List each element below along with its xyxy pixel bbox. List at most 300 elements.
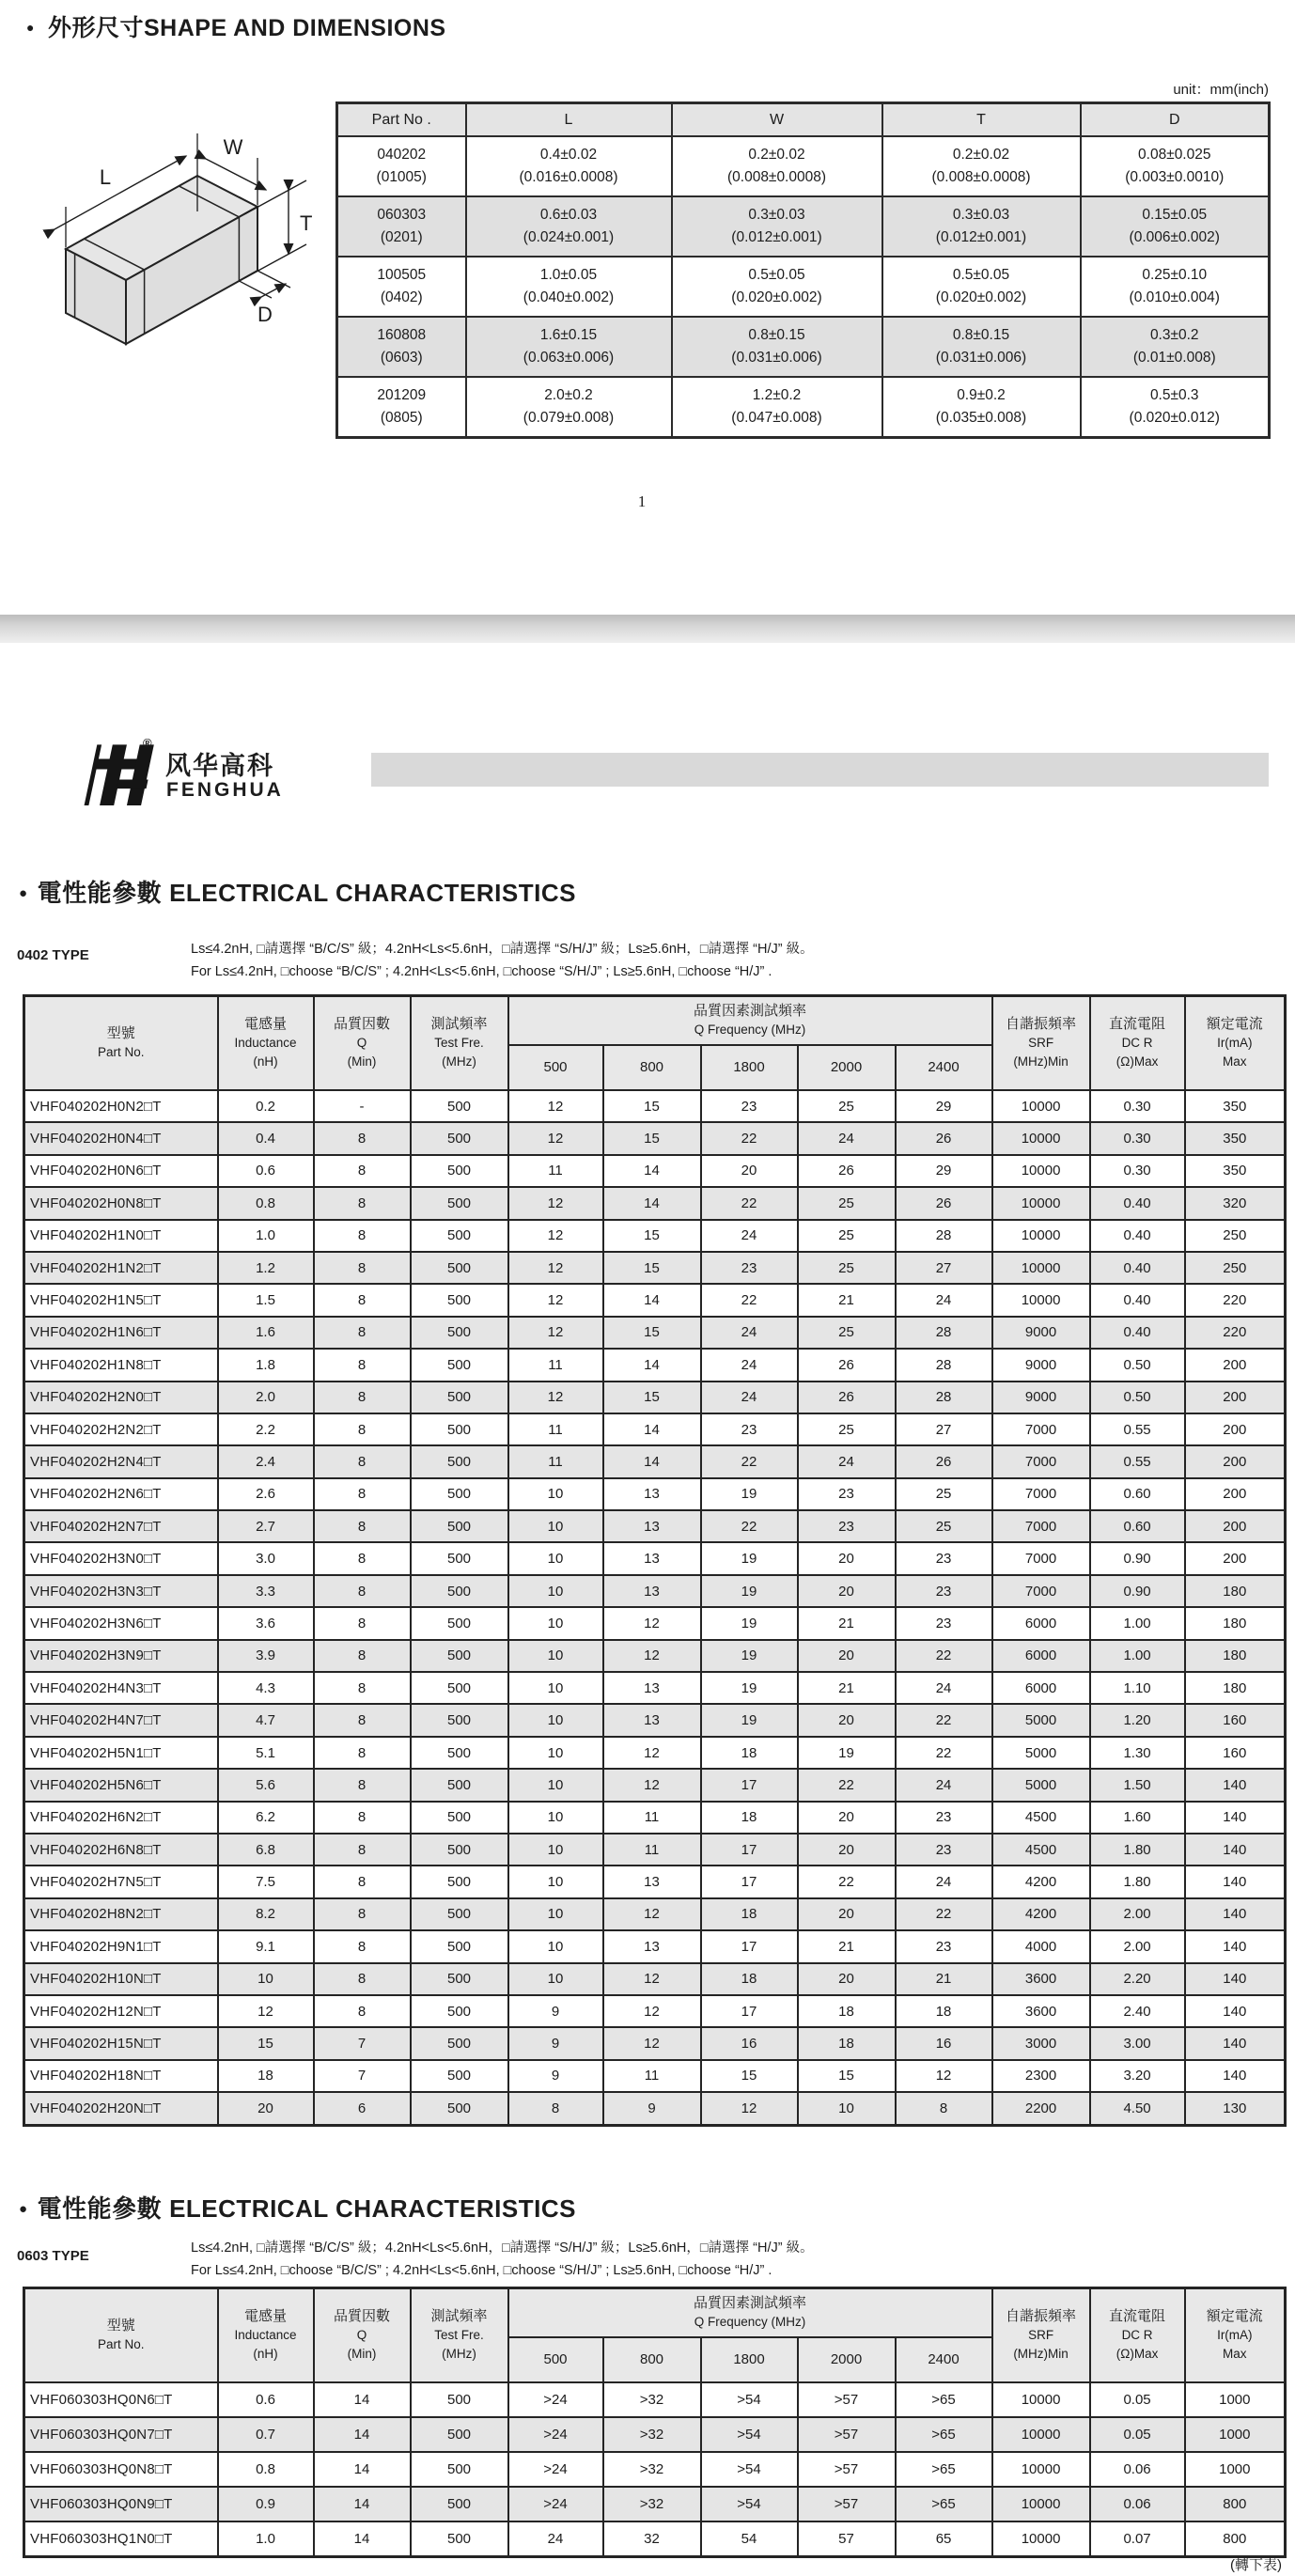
value-cell: 0.40 [1090, 1252, 1185, 1284]
value-cell: 1.6±0.15 (0.063±0.006) [466, 317, 672, 377]
value-cell: 8 [314, 1802, 411, 1834]
table-row [24, 1445, 1286, 1477]
value-cell: >57 [798, 2382, 896, 2417]
value-cell: 8 [314, 1737, 411, 1769]
value-cell: 500 [411, 1898, 508, 1930]
value-cell: 19 [701, 1672, 798, 1704]
value-cell: 140 [1185, 1866, 1286, 1897]
value-cell: 500 [411, 1413, 508, 1445]
value-cell: 22 [701, 1445, 798, 1477]
value-cell: 0.6±0.03 (0.024±0.001) [466, 196, 672, 257]
value-cell: 0.3±0.03 (0.012±0.001) [882, 196, 1081, 257]
note-zh: Ls≤4.2nH, □請選擇 “B/C/S” 級；4.2nH<Ls<5.6nH，□請選擇 “S/H/J” 級；Ls≥5.6nH，□請選擇 “H/J” 級。 [191, 2240, 814, 2256]
value-cell: 10000 [992, 1122, 1090, 1154]
value-cell: 5.6 [218, 1769, 314, 1801]
value-cell: 54 [701, 2521, 798, 2557]
value-cell: 180 [1185, 1607, 1286, 1639]
value-cell: 500 [411, 1445, 508, 1477]
value-cell: 12 [603, 1607, 701, 1639]
table-row [24, 1413, 1286, 1445]
table-row [24, 2027, 1286, 2059]
value-cell: - [314, 1090, 411, 1122]
value-cell: 12 [508, 1284, 603, 1316]
value-cell: 10 [508, 1510, 603, 1542]
value-cell: 10000 [992, 1220, 1090, 1252]
value-cell: >57 [798, 2487, 896, 2521]
value-cell: 8 [314, 1866, 411, 1897]
value-cell: 2.40 [1090, 1995, 1185, 2027]
value-cell: 20 [798, 1575, 896, 1607]
value-cell: 19 [701, 1607, 798, 1639]
value-cell: 26 [798, 1349, 896, 1381]
value-cell: 200 [1185, 1510, 1286, 1542]
table-row [24, 2452, 1286, 2487]
value-cell: 12 [603, 1737, 701, 1769]
value-cell: 500 [411, 1575, 508, 1607]
value-cell: 10 [508, 1866, 603, 1897]
value-cell: 200 [1185, 1413, 1286, 1445]
value-cell: 12 [508, 1317, 603, 1349]
value-cell: 8 [314, 1995, 411, 2027]
value-cell: 24 [701, 1220, 798, 1252]
value-cell: 5000 [992, 1704, 1090, 1736]
col-q: 品質因數 Q (Min) [314, 996, 411, 1091]
value-cell: 15 [603, 1090, 701, 1122]
value-cell: 1.10 [1090, 1672, 1185, 1704]
part-no-cell: VHF040202H12N□T [24, 1995, 218, 2027]
value-cell: 2.0 [218, 1382, 314, 1413]
value-cell: 14 [314, 2487, 411, 2521]
part-no-cell: VHF060303HQ1N0□T [24, 2521, 218, 2557]
value-cell: 21 [896, 1963, 992, 1995]
value-cell: 5.1 [218, 1737, 314, 1769]
value-cell: 57 [798, 2521, 896, 2557]
label-T: T [300, 211, 313, 235]
value-cell: 12 [701, 2092, 798, 2125]
value-cell: 13 [603, 1930, 701, 1962]
value-cell: 19 [798, 1737, 896, 1769]
value-cell: 17 [701, 1930, 798, 1962]
value-cell: 500 [411, 1478, 508, 1510]
value-cell: 15 [603, 1382, 701, 1413]
value-cell: 200 [1185, 1445, 1286, 1477]
value-cell: 15 [218, 2027, 314, 2059]
value-cell: 13 [603, 1704, 701, 1736]
value-cell: 10 [508, 1834, 603, 1866]
col-freq-800: 800 [603, 2337, 701, 2382]
value-cell: 14 [314, 2417, 411, 2452]
value-cell: 13 [603, 1510, 701, 1542]
value-cell: 29 [896, 1155, 992, 1187]
value-cell: 0.9±0.2 (0.035±0.008) [882, 377, 1081, 438]
value-cell: 7.5 [218, 1866, 314, 1897]
part-no-cell: VHF040202H18N□T [24, 2060, 218, 2092]
value-cell: 7 [314, 2027, 411, 2059]
value-cell: 0.4 [218, 1122, 314, 1154]
value-cell: 10 [508, 1672, 603, 1704]
value-cell: 10 [508, 1607, 603, 1639]
value-cell: 15 [701, 2060, 798, 2092]
value-cell: 0.9 [218, 2487, 314, 2521]
value-cell: 130 [1185, 2092, 1286, 2125]
value-cell: >54 [701, 2417, 798, 2452]
col-part-no: 型號 Part No. [24, 2288, 218, 2383]
value-cell: 25 [798, 1252, 896, 1284]
value-cell: 8 [314, 1575, 411, 1607]
value-cell: 24 [508, 2521, 603, 2557]
value-cell: 180 [1185, 1640, 1286, 1672]
value-cell: 320 [1185, 1187, 1286, 1219]
value-cell: 8 [314, 1704, 411, 1736]
value-cell: 1.0 [218, 1220, 314, 1252]
value-cell: 500 [411, 1834, 508, 1866]
table-row [24, 2487, 1286, 2521]
value-cell: 14 [603, 1155, 701, 1187]
value-cell: 8.2 [218, 1898, 314, 1930]
value-cell: 500 [411, 1349, 508, 1381]
note-zh: Ls≤4.2nH, □請選擇 “B/C/S” 級；4.2nH<Ls<5.6nH，□請選擇 “S/H/J” 級；Ls≥5.6nH，□請選擇 “H/J” 級。 [191, 942, 814, 957]
col-test-frequency: 測試頻率 Test Fre. (MHz) [411, 2288, 508, 2383]
logo-text-en: FENGHUA [166, 779, 284, 801]
value-cell: 23 [896, 1607, 992, 1639]
value-cell: 26 [798, 1155, 896, 1187]
value-cell: 140 [1185, 2027, 1286, 2059]
col-dcr: 直流電阻 DC R (Ω)Max [1090, 996, 1185, 1091]
value-cell: 8 [314, 1187, 411, 1219]
table-row [24, 1090, 1286, 1122]
value-cell: 2.6 [218, 1478, 314, 1510]
value-cell: 3.00 [1090, 2027, 1185, 2059]
value-cell: 500 [411, 2417, 508, 2452]
part-no-cell: VHF040202H2N0□T [24, 1382, 218, 1413]
value-cell: 20 [798, 1834, 896, 1866]
value-cell: 140 [1185, 1963, 1286, 1995]
value-cell: 8 [508, 2092, 603, 2125]
value-cell: 10 [508, 1898, 603, 1930]
value-cell: 180 [1185, 1575, 1286, 1607]
table-row [24, 1802, 1286, 1834]
part-no-cell: VHF040202H2N7□T [24, 1510, 218, 1542]
value-cell: >32 [603, 2382, 701, 2417]
value-cell: 10 [508, 1478, 603, 1510]
value-cell: 10000 [992, 2382, 1090, 2417]
value-cell: 0.7 [218, 2417, 314, 2452]
part-no-cell: VHF040202H8N2□T [24, 1898, 218, 1930]
value-cell: 6.8 [218, 1834, 314, 1866]
heading-en: ELECTRICAL CHARACTERISTICS [169, 879, 576, 907]
part-no-cell: VHF040202H5N1□T [24, 1737, 218, 1769]
value-cell: 8 [314, 1672, 411, 1704]
value-cell: 28 [896, 1317, 992, 1349]
value-cell: 20 [218, 2092, 314, 2125]
value-cell: 14 [314, 2521, 411, 2557]
value-cell: 23 [798, 1478, 896, 1510]
value-cell: 0.40 [1090, 1284, 1185, 1316]
value-cell: 3600 [992, 1963, 1090, 1995]
value-cell: 3.3 [218, 1575, 314, 1607]
label-W: W [223, 135, 243, 159]
value-cell: 26 [896, 1122, 992, 1154]
value-cell: 2.4 [218, 1445, 314, 1477]
value-cell: 140 [1185, 1995, 1286, 2027]
value-cell: 13 [603, 1542, 701, 1574]
value-cell: 22 [798, 1866, 896, 1897]
value-cell: 21 [798, 1284, 896, 1316]
value-cell: 0.5±0.05 (0.020±0.002) [882, 257, 1081, 317]
value-cell: 12 [603, 1640, 701, 1672]
table-row [24, 1382, 1286, 1413]
part-no-cell: VHF040202H2N6□T [24, 1478, 218, 1510]
value-cell: 6000 [992, 1607, 1090, 1639]
table-row [24, 1704, 1286, 1736]
value-cell: 140 [1185, 1930, 1286, 1962]
value-cell: 200 [1185, 1542, 1286, 1574]
value-cell: 350 [1185, 1155, 1286, 1187]
col-freq-1800: 1800 [701, 1045, 798, 1090]
value-cell: 4000 [992, 1930, 1090, 1962]
value-cell: 0.30 [1090, 1090, 1185, 1122]
value-cell: 10000 [992, 2487, 1090, 2521]
value-cell: 500 [411, 1542, 508, 1574]
value-cell: 180 [1185, 1672, 1286, 1704]
value-cell: 9 [508, 1995, 603, 2027]
table-row [24, 1607, 1286, 1639]
value-cell: 1.50 [1090, 1769, 1185, 1801]
value-cell: 7 [314, 2060, 411, 2092]
value-cell: 0.3±0.03 (0.012±0.001) [672, 196, 882, 257]
value-cell: 2.0±0.2 (0.079±0.008) [466, 377, 672, 438]
table-row [24, 1866, 1286, 1897]
bullet-icon: ● [26, 20, 35, 35]
value-cell: 21 [798, 1607, 896, 1639]
value-cell: 5000 [992, 1737, 1090, 1769]
value-cell: 4200 [992, 1898, 1090, 1930]
part-no-cell: VHF040202H15N□T [24, 2027, 218, 2059]
col-L: L [466, 103, 672, 137]
value-cell: 8 [314, 1510, 411, 1542]
value-cell: 65 [896, 2521, 992, 2557]
part-no-cell: VHF040202H1N8□T [24, 1349, 218, 1381]
value-cell: 8 [314, 1478, 411, 1510]
header-row-1 [24, 996, 1286, 1046]
col-freq-800: 800 [603, 1045, 701, 1090]
value-cell: 20 [798, 1802, 896, 1834]
value-cell: 13 [603, 1672, 701, 1704]
value-cell: 9000 [992, 1382, 1090, 1413]
value-cell: 8 [314, 1122, 411, 1154]
grade-selection-note-0603 [191, 2237, 814, 2282]
value-cell: 2.2 [218, 1413, 314, 1445]
value-cell: 4.50 [1090, 2092, 1185, 2125]
col-rated-current: 額定電流 Ir(mA) Max [1185, 996, 1286, 1091]
value-cell: 23 [798, 1510, 896, 1542]
value-cell: 0.8±0.15 (0.031±0.006) [672, 317, 882, 377]
value-cell: 23 [896, 1542, 992, 1574]
table-row [24, 1834, 1286, 1866]
value-cell: 10 [798, 2092, 896, 2125]
value-cell: 22 [896, 1640, 992, 1672]
table-row [24, 1187, 1286, 1219]
value-cell: 0.07 [1090, 2521, 1185, 2557]
heading-zh: 外形尺寸 [47, 15, 144, 41]
label-D: D [257, 303, 273, 326]
value-cell: 0.90 [1090, 1542, 1185, 1574]
value-cell: 500 [411, 2027, 508, 2059]
value-cell: 11 [603, 1834, 701, 1866]
value-cell: 500 [411, 1252, 508, 1284]
value-cell: 14 [314, 2452, 411, 2487]
value-cell: 200 [1185, 1349, 1286, 1381]
value-cell: 9 [508, 2060, 603, 2092]
part-no-cell: VHF040202H1N0□T [24, 1220, 218, 1252]
table-row [24, 1963, 1286, 1995]
value-cell: 12 [603, 1898, 701, 1930]
table-row [24, 2417, 1286, 2452]
value-cell: 8 [896, 2092, 992, 2125]
table-row [24, 1478, 1286, 1510]
note-en: For Ls≤4.2nH, □choose “B/C/S” ; 4.2nH<Ls<5.6nH, □choose “S/H/J” ; Ls≥5.6nH, □choose “H/J” . [191, 964, 772, 979]
electrical-table-0603 [23, 2287, 1287, 2558]
value-cell: 800 [1185, 2487, 1286, 2521]
value-cell: 7000 [992, 1445, 1090, 1477]
value-cell: 220 [1185, 1317, 1286, 1349]
table-row [24, 1122, 1286, 1154]
part-no-cell: VHF040202H9N1□T [24, 1930, 218, 1962]
value-cell: 0.08±0.025 (0.003±0.0010) [1081, 136, 1270, 196]
value-cell: 25 [896, 1478, 992, 1510]
value-cell: 12 [603, 2027, 701, 2059]
label-L: L [99, 165, 112, 189]
value-cell: 28 [896, 1382, 992, 1413]
table-row [24, 1995, 1286, 2027]
part-no-cell: VHF060303HQ0N7□T [24, 2417, 218, 2452]
value-cell: 10 [508, 1769, 603, 1801]
value-cell: 18 [701, 1963, 798, 1995]
value-cell: 500 [411, 1704, 508, 1736]
value-cell: 8 [314, 1640, 411, 1672]
value-cell: 4.3 [218, 1672, 314, 1704]
value-cell: 8 [314, 1607, 411, 1639]
value-cell: 18 [218, 2060, 314, 2092]
value-cell: 200 [1185, 1478, 1286, 1510]
value-cell: 8 [314, 1898, 411, 1930]
value-cell: >24 [508, 2487, 603, 2521]
value-cell: 0.5±0.3 (0.020±0.012) [1081, 377, 1270, 438]
value-cell: 1.00 [1090, 1607, 1185, 1639]
part-no-cell: VHF040202H1N6□T [24, 1317, 218, 1349]
value-cell: >24 [508, 2452, 603, 2487]
value-cell: 24 [798, 1122, 896, 1154]
value-cell: 14 [603, 1349, 701, 1381]
value-cell: 0.5±0.05 (0.020±0.002) [672, 257, 882, 317]
col-dcr: 直流電阻 DC R (Ω)Max [1090, 2288, 1185, 2383]
value-cell: 0.50 [1090, 1349, 1185, 1381]
page-separator [0, 615, 1295, 643]
value-cell: 10 [508, 1802, 603, 1834]
value-cell: 10000 [992, 1187, 1090, 1219]
part-no-cell: VHF040202H1N2□T [24, 1252, 218, 1284]
col-freq-2000: 2000 [798, 1045, 896, 1090]
value-cell: 22 [701, 1187, 798, 1219]
value-cell: 160 [1185, 1737, 1286, 1769]
value-cell: >57 [798, 2417, 896, 2452]
value-cell: 3.0 [218, 1542, 314, 1574]
value-cell: 500 [411, 2060, 508, 2092]
value-cell: 1.8 [218, 1349, 314, 1381]
value-cell: 350 [1185, 1090, 1286, 1122]
value-cell: 1.0±0.05 (0.040±0.002) [466, 257, 672, 317]
value-cell: 17 [701, 1834, 798, 1866]
value-cell: 0.8±0.15 (0.031±0.006) [882, 317, 1081, 377]
value-cell: 12 [508, 1382, 603, 1413]
part-no-cell: 201209 (0805) [337, 377, 466, 438]
type-label-0603: 0603 TYPE [17, 2248, 89, 2264]
col-q-frequency-group: 品質因素測試頻率 Q Frequency (MHz) [508, 996, 992, 1046]
value-cell: 500 [411, 1090, 508, 1122]
value-cell: 15 [603, 1220, 701, 1252]
value-cell: 8 [314, 1769, 411, 1801]
table-row [24, 2521, 1286, 2557]
value-cell: 8 [314, 1963, 411, 1995]
table-row [24, 1930, 1286, 1962]
value-cell: 0.2 [218, 1090, 314, 1122]
value-cell: 7000 [992, 1478, 1090, 1510]
value-cell: 0.40 [1090, 1317, 1185, 1349]
value-cell: >24 [508, 2382, 603, 2417]
value-cell: 26 [798, 1382, 896, 1413]
value-cell: 10 [508, 1963, 603, 1995]
bullet-icon: ● [19, 885, 28, 901]
value-cell: 9 [508, 2027, 603, 2059]
value-cell: 200 [1185, 1382, 1286, 1413]
value-cell: 4500 [992, 1834, 1090, 1866]
table-row [337, 257, 1270, 317]
value-cell: 160 [1185, 1704, 1286, 1736]
part-no-cell: VHF060303HQ0N9□T [24, 2487, 218, 2521]
value-cell: 0.25±0.10 (0.010±0.004) [1081, 257, 1270, 317]
value-cell: 10000 [992, 2521, 1090, 2557]
value-cell: 1.00 [1090, 1640, 1185, 1672]
value-cell: 8 [314, 1382, 411, 1413]
value-cell: 8 [314, 1930, 411, 1962]
table-row [24, 1317, 1286, 1349]
value-cell: 10 [508, 1542, 603, 1574]
heading-en: ELECTRICAL CHARACTERISTICS [169, 2194, 576, 2223]
heading-en: SHAPE AND DIMENSIONS [143, 15, 446, 41]
value-cell: 13 [603, 1866, 701, 1897]
value-cell: 10000 [992, 1090, 1090, 1122]
value-cell: 0.6 [218, 2382, 314, 2417]
value-cell: 22 [896, 1737, 992, 1769]
value-cell: >32 [603, 2417, 701, 2452]
value-cell: 20 [798, 1542, 896, 1574]
value-cell: 500 [411, 1737, 508, 1769]
value-cell: 0.55 [1090, 1413, 1185, 1445]
section-heading-dimensions [26, 9, 446, 43]
continued-note: (轉下表) [1230, 2557, 1282, 2573]
value-cell: 12 [603, 1995, 701, 2027]
value-cell: 140 [1185, 1802, 1286, 1834]
value-cell: 250 [1185, 1220, 1286, 1252]
part-no-cell: VHF040202H2N4□T [24, 1445, 218, 1477]
value-cell: 3.6 [218, 1607, 314, 1639]
col-q: 品質因數 Q (Min) [314, 2288, 411, 2383]
value-cell: 0.50 [1090, 1382, 1185, 1413]
value-cell: 17 [701, 1866, 798, 1897]
value-cell: 500 [411, 1769, 508, 1801]
value-cell: 500 [411, 1963, 508, 1995]
value-cell: 0.2±0.02 (0.008±0.0008) [672, 136, 882, 196]
